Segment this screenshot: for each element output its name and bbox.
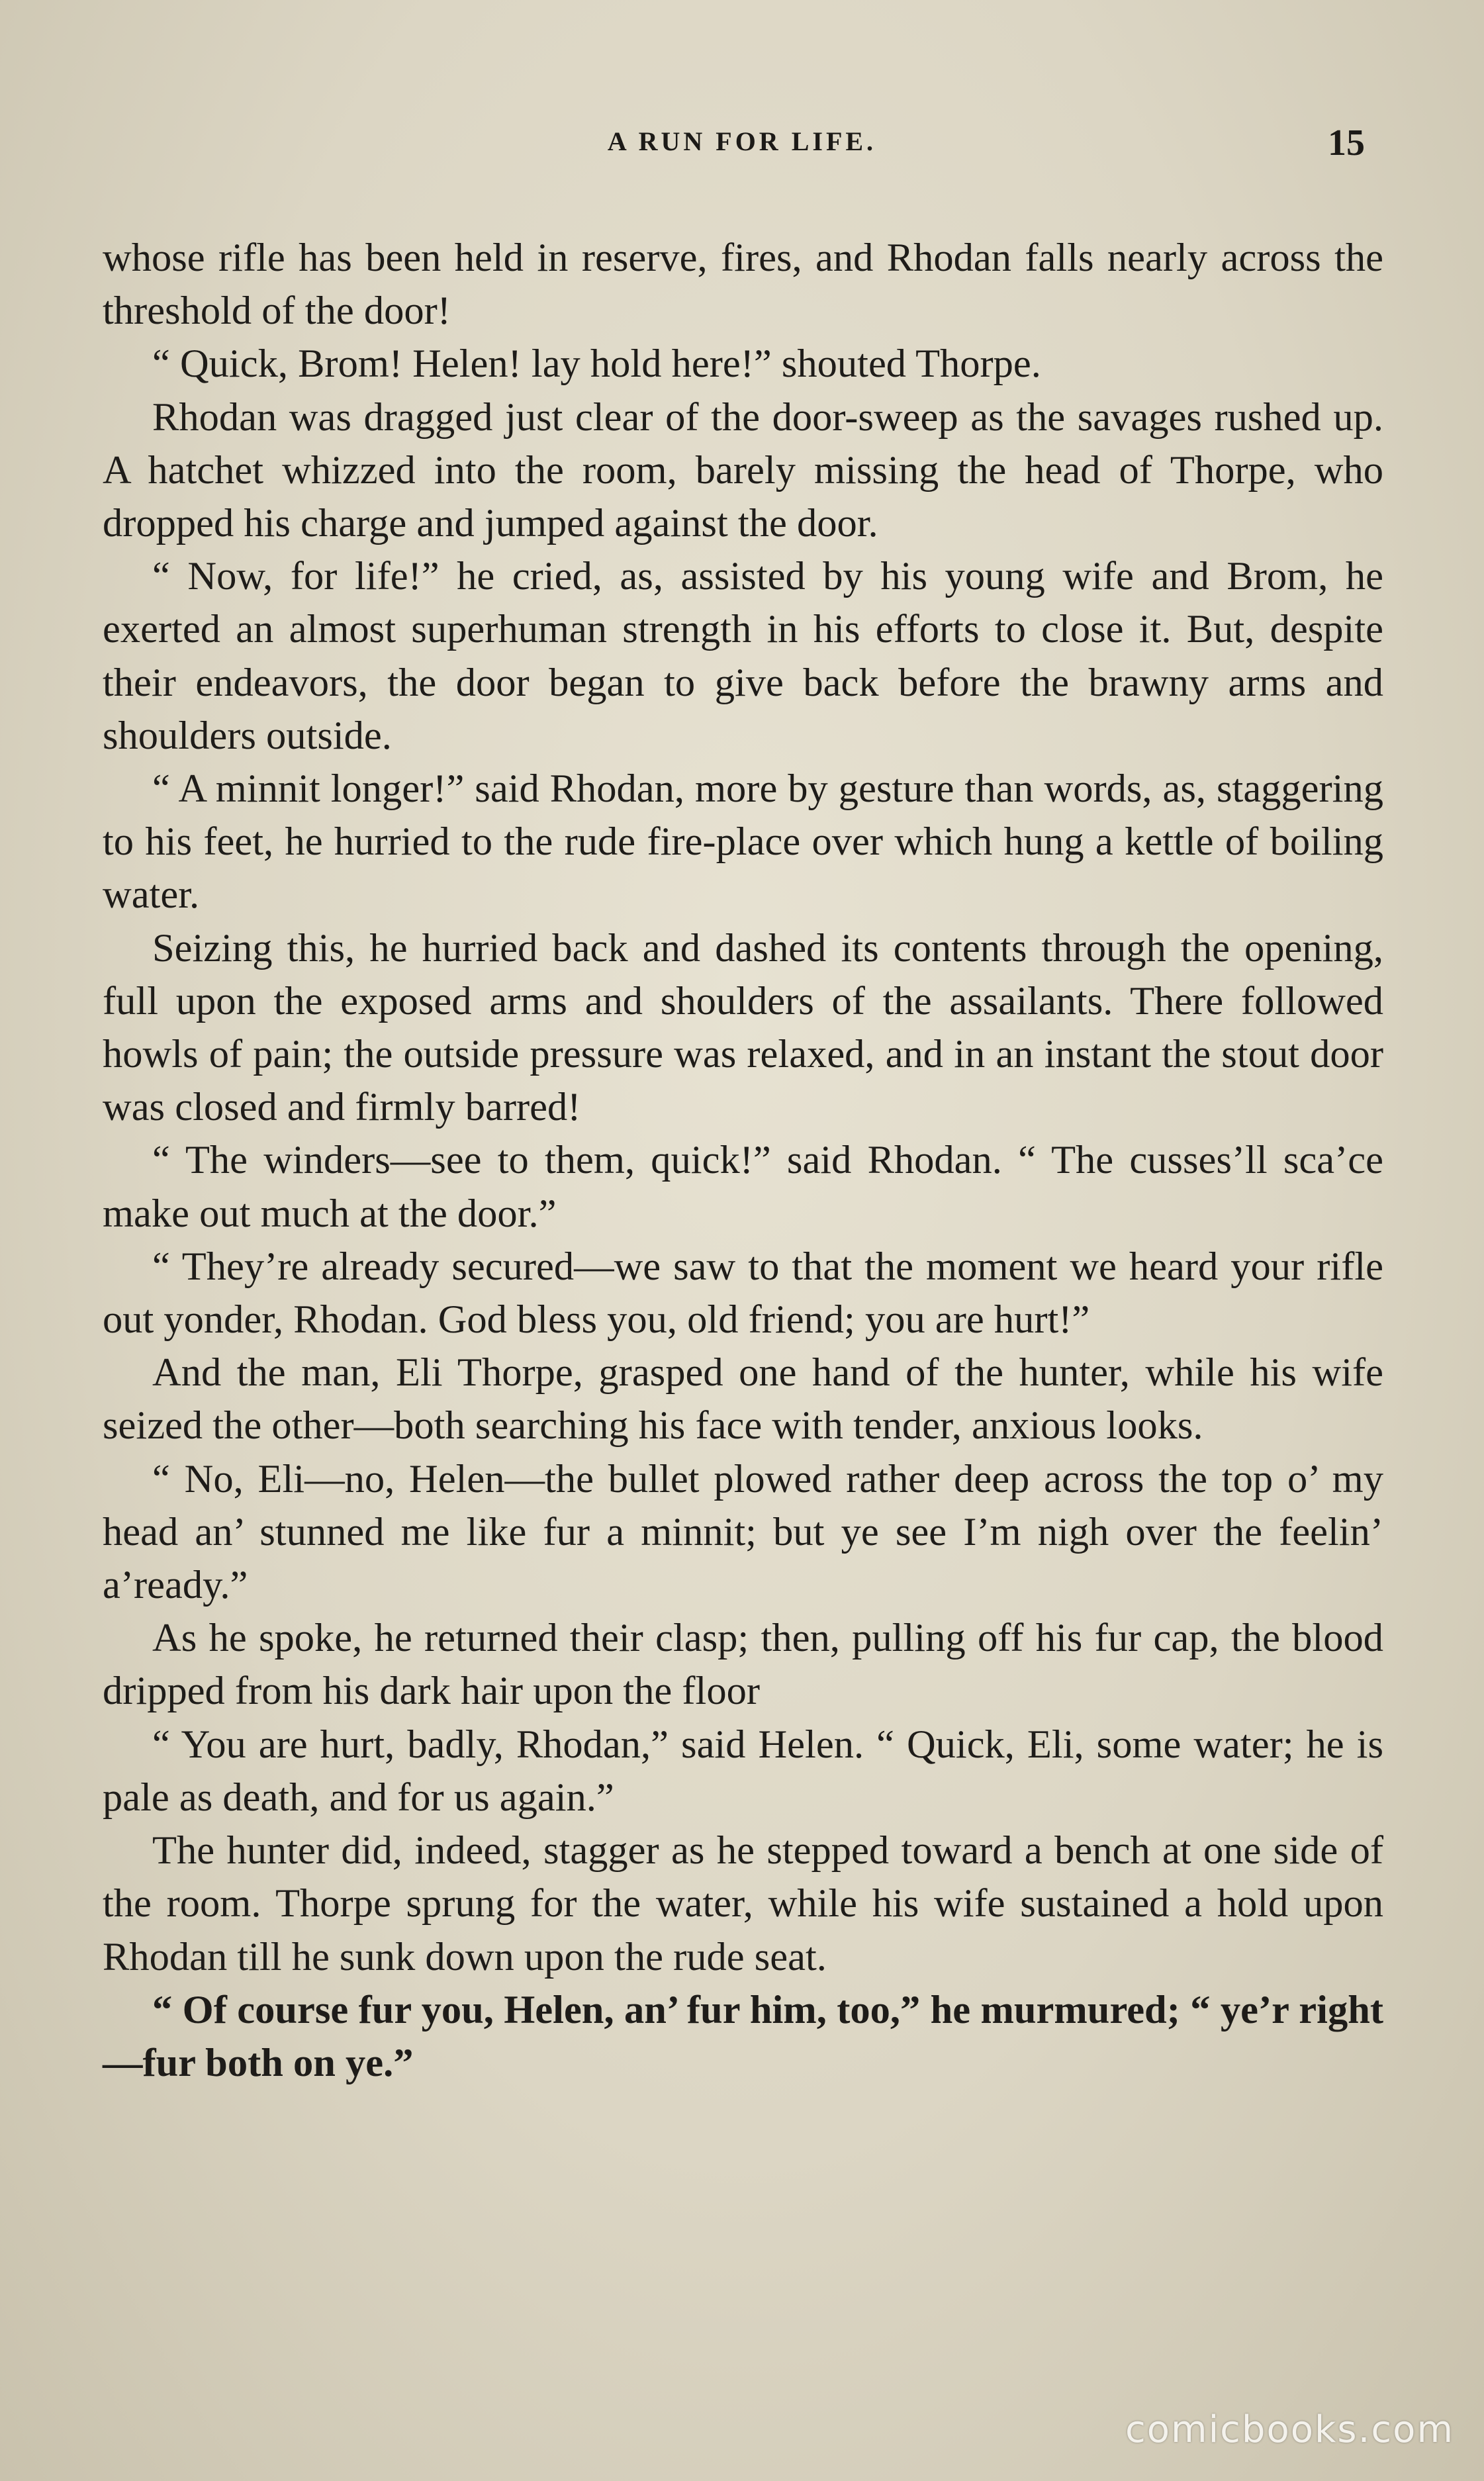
paragraph: “ No, Eli—no, Helen—the bullet plowed rather deep across the top o’ my head an’ stunned me like fur a minnit; but ye see I’m nigh over the feelin’ a’ready.” xyxy=(103,1456,1383,1608)
paragraph: Seizing this, he hurried back and dashed its contents through the opening, full upon the exposed arms and shoulders of the assailants. There followed howls of pain; the outside pressure was relaxed, and in an instant the stout door was closed and firmly barred! xyxy=(103,925,1383,1130)
paragraph: And the man, Eli Thorpe, grasped one hand of the hunter, while his wife seized the other—both searching his face with tender, anxious looks. xyxy=(103,1350,1383,1448)
paragraph: “ Of course fur you, Helen, an’ fur him, too,” he murmured; “ ye’r right—fur both on ye.” xyxy=(103,1987,1383,2085)
paragraph: “ Now, for life!” he cried, as, assisted by his young wife and Brom, he exerted an almost superhuman strength in his efforts to close it. But, despite their endeavors, the door began to give back before the brawny arms and shoulders outside. xyxy=(103,554,1383,758)
paragraph: “ A minnit longer!” said Rhodan, more by gesture than words, as, staggering to his feet, he hurried to the rude fire-place over which hung a kettle of boiling water. xyxy=(103,767,1383,917)
paragraph: whose rifle has been held in reserve, fires, and Rhodan falls nearly across the threshold of the door! xyxy=(103,236,1383,334)
paragraph: The hunter did, indeed, stagger as he stepped toward a bench at one side of the room. Thorpe sprung for the water, while his wife sustained a hold upon Rhodan till he sunk down upon the rude seat. xyxy=(103,1828,1383,1979)
paragraph: Rhodan was dragged just clear of the door-sweep as the savages rushed up. A hatchet whizzed into the room, barely missing the head of Thorpe, who dropped his charge and jumped against the door. xyxy=(103,395,1383,546)
body-text xyxy=(103,232,1383,2090)
page-number: 15 xyxy=(1328,122,1365,164)
page-header xyxy=(93,122,1391,179)
watermark: comicbooks.com xyxy=(1125,2408,1454,2451)
paragraph: “ They’re already secured—we saw to that the moment we heard your rifle out yonder, Rhodan. God bless you, old friend; you are hurt!” xyxy=(103,1244,1383,1342)
paragraph: As he spoke, he returned their clasp; then, pulling off his fur cap, the blood dripped from his dark hair upon the floor xyxy=(103,1616,1383,1714)
running-title: A RUN FOR LIFE. xyxy=(607,126,877,156)
paragraph: “ Quick, Brom! Helen! lay hold here!” shouted Thorpe. xyxy=(152,342,1041,387)
paragraph: “ The winders—see to them, quick!” said Rhodan. “ The cusses’ll sca’ce make out much at the door.” xyxy=(103,1138,1383,1236)
paragraph: “ You are hurt, badly, Rhodan,” said Helen. “ Quick, Eli, some water; he is pale as death, and for us again.” xyxy=(103,1722,1383,1820)
